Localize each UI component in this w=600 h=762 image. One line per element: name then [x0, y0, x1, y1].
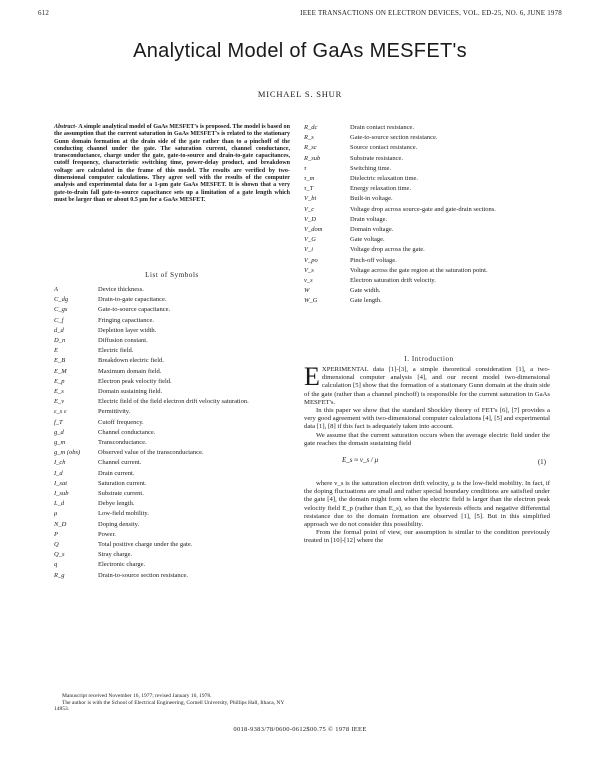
- symbol-description: Cutoff frequency.: [98, 418, 144, 426]
- symbol-row: [54, 448, 294, 458]
- symbol: μ: [54, 510, 58, 518]
- abstract-text: - A simple analytical model of GaAs MESFET's is proposed. The model is based on the assumption that the current saturation in GaAs MESFET's is related to the stationary Gunn domain formation at the drain side of the gate rather than to a pinchoff of the conducting channel under the gate. The saturation current, channel conductance, transconductance, charge under the gate, gate-to-source and drain-to-gate capacitances, cutoff frequency, characteristic switching time, power-delay product, and breakdown voltage are calculated in the frame of this model. The results are verified by two-dimensional computer calculations. They agree well with the results of the computer analysis and experimental data for a 1-μm gate GaAs MESFET. It is shown that a very gate-to-drain fall gate-to-source capacitance sets up a limitation of a gate length which must be larger than or about 0.5 μm for a GaAs MESFET.: [54, 124, 290, 203]
- symbol-description: Energy relaxation time.: [350, 185, 412, 193]
- symbol-list-right: [304, 123, 554, 307]
- abstract: [54, 124, 290, 204]
- symbol-description: Observed value of the transconductance.: [98, 449, 204, 457]
- symbol: D_n: [54, 337, 66, 345]
- symbol: τ_m: [304, 175, 315, 183]
- symbol: τ_T: [304, 185, 314, 193]
- symbol: R_dc: [304, 124, 318, 131]
- symbol: q: [54, 561, 58, 569]
- symbol-description: Dielectric relaxation time.: [350, 175, 419, 183]
- symbol-description: Gate-to-source section resistance.: [350, 134, 438, 142]
- symbol: I_sat: [54, 479, 67, 487]
- symbol-description: Electron peak velocity field.: [98, 377, 172, 385]
- symbol: τ: [304, 164, 307, 172]
- symbol-row: [54, 479, 294, 489]
- symbol-description: Device thickness.: [98, 286, 144, 293]
- symbol-row: [54, 397, 294, 407]
- symbol-description: Gate-to-source capacitance.: [98, 306, 171, 314]
- symbol-row: [54, 387, 294, 397]
- symbol-row: [54, 571, 294, 581]
- footnote-affiliation: The author is with the School of Electrical Engineering, Cornell University, Phillips Hall, Ithaca, NY 14853.: [54, 699, 285, 713]
- symbol-row: [304, 194, 554, 204]
- symbol: g_m (obs): [54, 449, 81, 457]
- intro-paragraph-text: XPERIMENTAL data [1]-[3], a simple theoretical consideration [1], a two-dimensional computer analysis [4], and our recent model two-dimensional calculation [5] show that the formation of a stationary Gunn domain at the drain side of the gate (rather than a channel pinchoff) is responsible for the current saturation in GaAs MESFET's.: [304, 366, 550, 406]
- symbol-row: [304, 154, 554, 164]
- symbol-row: [54, 520, 294, 530]
- symbol-row: [54, 540, 294, 550]
- symbol-row: [304, 205, 554, 215]
- symbol: V_c: [304, 205, 315, 213]
- symbol-row: [304, 123, 554, 133]
- symbol-description: Voltage drop across the gate.: [350, 246, 425, 254]
- symbol: I_d: [54, 469, 63, 477]
- symbol: P: [54, 530, 58, 538]
- symbol-description: Substrate resistance.: [350, 154, 404, 162]
- symbol: v_s: [304, 277, 313, 285]
- symbol: d_d: [54, 326, 64, 334]
- symbol-description: Pinch-off voltage.: [350, 256, 397, 264]
- symbol-description: Electronic charge.: [98, 561, 146, 569]
- symbol: E: [54, 347, 58, 355]
- symbol-row: [54, 377, 294, 387]
- symbol: R_g: [54, 571, 65, 579]
- symbol-description: Voltage across the gate region at the saturation point.: [350, 266, 488, 274]
- symbol-row: [304, 143, 554, 153]
- symbol-row: [304, 184, 554, 194]
- symbol-description: Breakdown electric field.: [98, 357, 164, 365]
- symbol: f_T: [54, 418, 63, 426]
- symbol-row: [304, 276, 554, 286]
- symbol-row: [54, 346, 294, 356]
- symbol-description: Gate width.: [350, 287, 381, 295]
- symbol-description: Diffusion constant.: [98, 337, 148, 345]
- symbol: R_sub: [304, 154, 321, 162]
- symbol: W_G: [304, 297, 318, 305]
- symbol: C_f: [54, 316, 64, 324]
- symbol-description: Channel conductance.: [98, 428, 156, 436]
- symbol-row: [54, 469, 294, 479]
- journal-title: IEEE TRANSACTIONS ON ELECTRON DEVICES, VOL. ED-25, NO. 6, JUNE 1978: [300, 9, 562, 17]
- symbol-row: [304, 164, 554, 174]
- symbol: V_D: [304, 215, 316, 223]
- symbol-row: [304, 133, 554, 143]
- symbol-description: Channel current.: [98, 459, 142, 467]
- symbol: C_dg: [54, 296, 69, 304]
- symbol-row: [304, 286, 554, 296]
- symbol: I_ch: [54, 459, 66, 467]
- symbol: L_d: [54, 500, 65, 508]
- drop-cap: E: [304, 362, 320, 391]
- symbol-row: [54, 560, 294, 570]
- symbol: ε_s ε: [54, 408, 67, 416]
- symbol-row: [304, 266, 554, 276]
- symbol-description: Electric field.: [98, 347, 134, 355]
- symbol-row: [304, 225, 554, 235]
- symbol-row: [304, 215, 554, 225]
- symbol: Q_s: [54, 551, 65, 559]
- symbol-row: [54, 295, 294, 305]
- symbol-row: [54, 458, 294, 468]
- symbol-row: [54, 509, 294, 519]
- symbol: R_s: [304, 134, 314, 142]
- symbol: E_v: [54, 398, 65, 406]
- symbol: C_gs: [54, 306, 68, 314]
- symbol-description: Transconductance.: [98, 439, 147, 447]
- symbol-row: [304, 296, 554, 306]
- symbol-description: Total positive charge under the gate.: [98, 541, 193, 549]
- symbol-description: Maximum domain field.: [98, 367, 162, 375]
- symbol: E_s: [54, 388, 64, 396]
- symbol-row: [54, 305, 294, 315]
- symbol: g_m: [54, 439, 66, 447]
- symbol: V_dom: [304, 226, 323, 234]
- symbol-row: [54, 316, 294, 326]
- symbol: A: [54, 286, 58, 293]
- symbol: E_M: [54, 367, 67, 375]
- symbol: V_G: [304, 236, 316, 244]
- symbol-row: [54, 367, 294, 377]
- footnote-received: Manuscript received November 16, 1977; revised January 16, 1978.: [62, 693, 212, 699]
- symbol-description: Drain voltage.: [350, 215, 388, 223]
- symbol-description: Fringing capacitance.: [98, 316, 154, 324]
- symbol-description: Domain sustaining field.: [98, 388, 163, 396]
- symbol-row: [54, 530, 294, 540]
- symbol-description: Source contact resistance.: [350, 144, 418, 152]
- symbol: V_i: [304, 246, 314, 254]
- symbol-row: [54, 326, 294, 336]
- symbol: W: [304, 287, 310, 295]
- symbol-description: Substrate current.: [98, 490, 144, 498]
- symbol: V_s: [304, 266, 314, 274]
- symbol-description: Depletion layer width.: [98, 326, 157, 334]
- equation-number: (1): [537, 458, 546, 467]
- symbol: N_D: [54, 520, 67, 528]
- symbol-row: [304, 256, 554, 266]
- equation-1: [304, 452, 550, 476]
- symbol-description: Voltage drop across source-gate and gate-drain sections.: [350, 205, 496, 213]
- intro-paragraph: We assume that the current saturation occurs when the average electric field under the gate reaches the domain sustaining field: [304, 431, 550, 447]
- symbol: V_bi: [304, 195, 317, 203]
- symbol-row: [54, 428, 294, 438]
- symbol-row: [304, 235, 554, 245]
- symbol-list-left: [54, 285, 294, 581]
- symbol-description: Gate length.: [350, 297, 382, 305]
- symbol-description: Built-in voltage.: [350, 195, 393, 203]
- symbol-row: [304, 245, 554, 255]
- symbol-row: [304, 174, 554, 184]
- intro-paragraph: [304, 362, 550, 407]
- symbol-row: [54, 285, 294, 295]
- symbol-description: Drain-to-gate capacitance.: [98, 296, 167, 304]
- symbol-description: Permittivity.: [98, 408, 131, 416]
- symbol-row: [54, 438, 294, 448]
- symbol-description: Low-field mobility.: [98, 510, 149, 518]
- equation: E_s ≈ v_s / μ: [342, 456, 379, 465]
- symbol: E_p: [54, 377, 65, 385]
- intro-paragraph: In this paper we show that the standard Shockley theory of FET's [6], [7] provides a very good agreement with two-dimensional computer calculations [4], [5] and experimental data [1], [8] if this fact is adequately taken into account.: [304, 407, 550, 431]
- symbol-description: Domain voltage.: [350, 226, 394, 234]
- symbol-description: Drain-to-source section resistance.: [98, 571, 189, 579]
- symbol: Q: [54, 541, 59, 549]
- introduction-text: [304, 362, 550, 546]
- symbol-description: Drain contact resistance.: [350, 124, 415, 131]
- symbol-description: Stray charge.: [98, 551, 133, 559]
- list-of-symbols-title: List of Symbols: [145, 271, 199, 279]
- section-title: I. Introduction: [404, 355, 454, 363]
- symbol: I_sub: [54, 490, 69, 498]
- symbol-description: Drain current.: [98, 469, 135, 477]
- intro-paragraph: where v_s is the saturation electron drift velocity, μ is the low-field mobility. In fact, if the doping fluctuations are small and rather special boundary conditions are satisfied under the gate [4], the domain might form when the electric field is larger than the electron peak velocity field E_p (rather than E_s), so that the hysteresis effects and negative differential resistance due to the domain formation are observed [1], [5]. But in this simplified approach we do not consider this possibility.: [304, 480, 550, 529]
- intro-paragraph: From the formal point of view, our assumption is similar to the condition previously treated in [10]-[12] where the: [304, 529, 550, 545]
- running-header: [38, 9, 562, 21]
- symbol-description: Electric field of the field electron drift velocity saturation.: [98, 398, 249, 406]
- symbol: V_po: [304, 256, 318, 264]
- author: MICHAEL S. SHUR: [257, 89, 343, 99]
- symbol-row: [54, 489, 294, 499]
- symbol-row: [54, 499, 294, 509]
- copyright-line: 0018-9383/78/0600-0612$00.75 © 1978 IEEE: [233, 726, 367, 733]
- symbol-row: [54, 550, 294, 560]
- symbol-description: Electron saturation drift velocity.: [350, 277, 436, 285]
- symbol: E_B: [54, 357, 66, 365]
- symbol-description: Power.: [98, 530, 116, 538]
- page-number: 612: [38, 9, 50, 17]
- abstract-label: Abstract: [54, 124, 75, 130]
- symbol-description: Debye length.: [98, 500, 135, 508]
- symbol: g_d: [54, 428, 64, 436]
- symbol-description: Switching time.: [350, 164, 392, 172]
- symbol: R_sc: [304, 144, 317, 152]
- footnote: [54, 693, 290, 713]
- symbol-row: [54, 356, 294, 366]
- paper-title: Analytical Model of GaAs MESFET's: [133, 40, 467, 62]
- symbol-row: [54, 407, 294, 417]
- symbol-description: Gate voltage.: [350, 236, 385, 244]
- symbol-description: Saturation current.: [98, 479, 147, 487]
- symbol-row: [54, 418, 294, 428]
- symbol-row: [54, 336, 294, 346]
- symbol-description: Doping density.: [98, 520, 140, 528]
